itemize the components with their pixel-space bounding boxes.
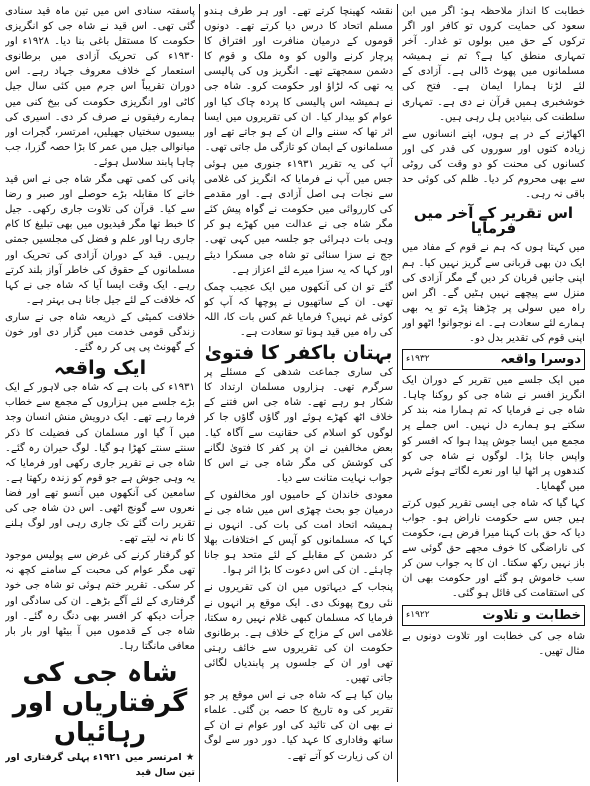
article-paragraph: خلافت کمیٹی کے ذریعہ شاہ جی نے ساری زندگی قومی خدمت میں گزار دی اور خون کے گھونٹ پی پی کر رہ گئے۔ [5,311,195,354]
article-paragraph: کو گرفتار کرنے کی غرض سے پولیس موجود تھی مگر عوام کی محبت کے سامنے کچھ نہ کر سکی۔ تقریر ختم ہوئی تو شاہ جی خود گرفتاری کے لئے آگے بڑھے۔ ان کی سادگی اور جرأت دیکھ کر افسر بھی دنگ رہ گئے۔ اور شاہ جی کے قدموں میں آ بیٹھا اور بار بار معافی مانگتا رہا۔ [5,550,195,652]
article-title: شاہ جی کی گرفتاریاں اور رہائیاں [12,657,188,748]
left-column [5,4,195,782]
article-paragraph: اکھاڑنے کے در پے ہوں، اپنے انسانوں سے زیادہ کتوں اور سوروں کی قدر کی اور کسانوں کی محنت کو دو وقت کی روٹی سے بھی محروم کر دیا۔ ظلم کی کوئی حد باقی نہ رہی۔ [402,128,585,201]
boxed-heading [402,349,585,370]
article-paragraph: معودی خاندان کے حامیوں اور مخالفوں کے درمیان جو بحث چھڑی اس میں شاہ جی نے ہمیشہ اتحاد امت کی بات کی۔ انہوں نے کہا کہ مسلمانوں کو آپس کے اختلافات بھلا کر دشمن کے مقابلے کے لئے متحد ہو جانا چاہئے۔ ان کی اس دعوت کا بڑا اثر ہوا۔ [204,489,393,577]
article-paragraph: ۱۹۳۱ء کی بات ہے کہ شاہ جی لاہور کے ایک بڑے جلسے میں ہزاروں کے مجمع سے خطاب فرما رہے تھے۔ ایک درویش منش انسان وجد میں آ گیا اور مسلمان کی فضیلت کا ذکر سنتے سنتے کھڑا ہو گیا۔ لوگ حیران رہ گئے۔ شاہ جی نے تقریر جاری رکھی اور فرمایا کہ یہ وہی جوش ہے جو قوم کو زندہ رکھتا ہے۔ سامعین کی آنکھوں میں آنسو تھے اور فضا نعروں سے گونج اٹھی۔ اس دن شاہ جی کی تقریر رات گئے تک جاری رہی اور لوگ ہلنے کا نام نہ لیتے تھے۔ [5,382,195,545]
article-paragraph: گئے تو ان کی آنکھوں میں ایک عجیب چمک تھی۔ ان کے ساتھیوں نے پوچھا کہ آپ کو کوئی غم نہیں؟ فرمایا غم کس بات کا، اللہ کی راہ میں قید ہونا تو سعادت ہے۔ [204,281,393,338]
article-paragraph: بیان کیا ہے کہ شاہ جی نے اس موقع پر جو تقریر کی وہ تاریخ کا حصہ بن گئی۔ علماء نے بھی ان کی تائید کی اور عوام نے ان کے ساتھ وفاداری کا عہد کیا۔ دور دور سے لوگ ان کی زیارت کو آتے تھے۔ [204,690,393,762]
article-paragraph: پانی کی کمی تھی مگر شاہ جی نے اس قید خانے کا مقابلہ بڑے حوصلے اور صبر و رضا سے کیا۔ قرآن کی تلاوت جاری رکھی۔ جیل کا خبط تھا مگر قیدیوں میں بھی تبلیغ کا کام جاری رہا اور علم و فضل کی مجلسیں جمتی رہیں۔ قید کے دوران آزادی کی تحریک اور مسلمانوں کے حقوق کی خاطر آواز بلند کرتے رہے۔ ایک وقت ایسا آیا کہ شاہ جی نے کہا کہ خلافت کے لئے جیل جانا ہی بہتر ہے۔ [5,174,195,306]
column-divider [397,4,398,782]
article-paragraph: شاہ جی کی خطابت اور تلاوت دونوں بے مثال تھیں۔ [402,630,585,657]
article-paragraph: کی ساری جماعت شدھی کے مسئلے پر سرگرم تھی۔ ہزاروں مسلمان ارتداد کا شکار ہو رہے تھے۔ شاہ جی اس فتنے کے خلاف اٹھ کھڑے ہوئے اور گاؤں گاؤں جا کر لوگوں کو اسلام کی حقانیت سے آگاہ کیا۔ بعض مخالفین نے ان پر کفر کا فتویٰ لگانے کی کوشش کی مگر شاہ جی نے اس کا جواب نہایت متانت سے دیا۔ [204,367,393,484]
article-paragraph: پاسفتہ سنادی اس میں تین ماہ قید سنادی گئی تھی۔ اس قید نے شاہ جی کو انگریزی حکومت کا مستقل باغی بنا دیا۔ ۱۹۲۸ء اور ۱۹۳۰ء کی تحریک آزادی میں برطانوی استعمار کے خلاف معروف جہاد رہے۔ اس دوران تقریباً اس جرم میں کئی سال جیل کاٹی اور انگریزی حکومت کی بیخ کنی میں ہمارے رفیقوں نے صرف کر دی۔ اسیری کی بیسیوں سختیاں جھیلیں، امرتسر، گجرات اور میانوالی جیل میں عمر کا بڑا حصہ گزرا، جب چاہا پابند سلاسل ہوئے۔ [5,6,195,168]
article-paragraph: نقشہ کھینچا کرتے تھے۔ اور ہر طرف ہندو مسلم اتحاد کا درس دیا کرتے تھے۔ دونوں قوموں کے درمیان منافرت اور افتراق کا پرچار کرنے والوں کو وہ ملک و قوم کا دشمن سمجھتے تھے۔ انگریز وں کی پالیسی یہ تھی کہ لڑاؤ اور حکومت کرو۔ شاہ جی نے ہمیشہ اس پالیسی کا پردہ چاک کیا اور عوام کو بیدار کیا۔ ان کی تقریروں میں ایسا اثر تھا کہ سننے والے ان کے ہو جاتے تھے اور مسلمانوں کے ایمان کو تازگی مل جاتی تھی۔ [204,6,393,153]
article-paragraph: پنجاب کے دیہاتوں میں ان کی تقریروں نے نئی روح پھونک دی۔ ایک موقع پر انہوں نے فرمایا کہ مسلمان کبھی غلام نہیں رہ سکتا، غلامی اس کے مزاج کے خلاف ہے۔ برطانوی حکومت ان کی تقریروں سے خائف رہتی تھی اور ان کے جلسوں پر پابندیاں لگائی جاتی تھیں۔ [204,582,393,685]
boxed-heading-date: ۱۹۳۲ء [406,354,430,365]
middle-column [204,4,393,782]
starred-note: ★ امرتسر میں ۱۹۲۱ء پہلی گرفتاری اور تین سال قید [5,751,195,779]
boxed-heading [402,605,585,626]
column-divider [199,4,200,782]
article-paragraph: میں کہتا ہوں کہ ہم نے قوم کے مفاد میں ایک دن بھی قربانی سے گریز نہیں کیا۔ ہم اپنی جانیں قربان کر دیں گے مگر آزادی کی منزل سے پیچھے نہیں ہٹیں گے۔ اگر اس راہ میں سولی پر چڑھنا پڑے تو یہ بھی ہمارے لئے سعادت ہے۔ اے نوجوانو! اٹھو اور اپنی قوم کی تقدیر بدل دو۔ [402,242,585,344]
speech-heading: اس تقریر کے آخر میں فرمایا [413,204,574,238]
boxed-heading-title: دوسرا واقعہ [500,352,581,368]
boxed-heading-date: ۱۹۲۲ء [406,609,430,620]
section-heading: بہتان باکفر کا فتویٰ [204,342,393,365]
right-column [402,4,585,782]
boxed-heading-title: خطابت و تلاوت [482,607,581,623]
article-paragraph: آپ کی یہ تقریر ۱۹۳۱ء جنوری میں ہوئی جس میں آپ نے فرمایا کہ انگریز کی غلامی سے نجات ہی اصل آزادی ہے۔ اور مقدمے کی کارروائی میں حکومت نے گواہ پیش کئے مگر شاہ جی نے عدالت میں کھڑے ہو کر وہی بات دہرائی جو جلسہ میں کہی تھی۔ جج نے سزا سنائی تو شاہ جی مسکرا دیئے اور کہا کہ یہ سزا میرے لئے اعزاز ہے۔ [204,158,393,276]
section-heading: ایک واقعہ [53,357,147,380]
article-paragraph: خطابت کا انداز ملاحظہ ہو: اگر میں ابن سعود کی حمایت کروں تو کافر اور اگر ترکوں کے حق میں بولوں تو غدار۔ آخر تمہاری منطق کیا ہے؟ تم نے ہمیشہ مسلمانوں میں پھوٹ ڈالی ہے۔ آزادی کے لئے لڑنا ہمارا ایمان ہے۔ فتح کی خوشخبری ہمیں قرآن نے دی ہے۔ تمہاری سلطنت کی بنیادیں ہل رہی ہیں۔ [402,6,585,123]
article-paragraph: میں ایک جلسے میں تقریر کے دوران ایک انگریز افسر نے شاہ جی کو روکنا چاہا۔ شاہ جی نے فرمایا کہ تم ہمارا منہ بند کر سکتے ہو ہمارے دل نہیں۔ اس جملے پر مجمع میں ایسا جوش پیدا ہوا کہ افسر کو واپس جانا پڑا۔ لوگوں نے شاہ جی کو کندھوں پر اٹھا لیا اور نعرے لگاتے ہوئے شہر میں گھمایا۔ [402,375,585,492]
article-paragraph: کہا گیا کہ شاہ جی ایسی تقریر کیوں کرتے ہیں جس سے حکومت ناراض ہو۔ جواب دیا کہ حق بات کہنا میرا فرض ہے، حکومت کی ناراضگی کا خوف مجھے حق گوئی سے باز نہیں رکھ سکتا۔ ان کا یہ جواب سن کر سب خاموش ہو گئے اور حکومت بھی ان کی استقامت کی قائل ہو گئی۔ [402,497,585,600]
